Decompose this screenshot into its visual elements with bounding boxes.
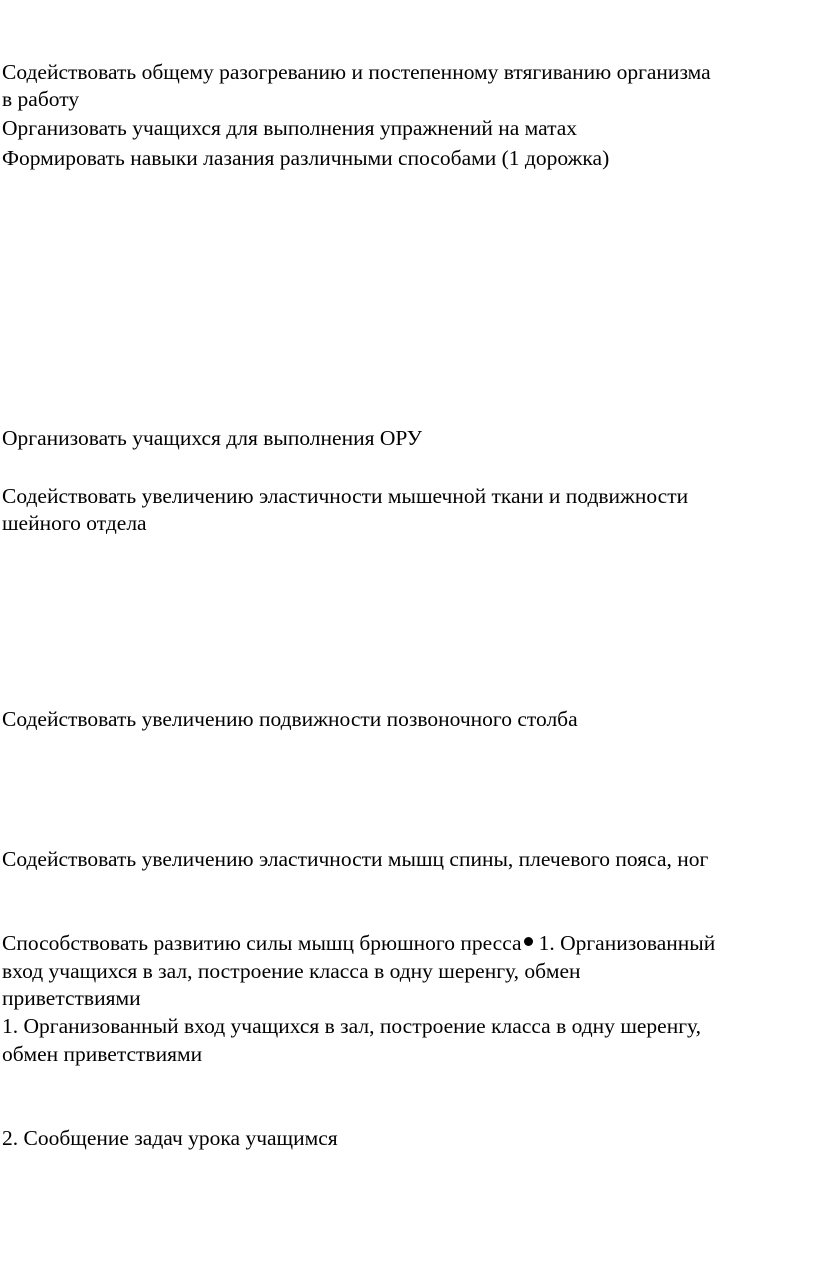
text-line-10 [2, 930, 715, 956]
text-line-4: Формировать навыки лазания различными способами (1 дорожка) [2, 146, 610, 170]
text-line-10-part-2: 1. Организованный [538, 931, 716, 955]
text-line-5: Организовать учащихся для выполнения ОРУ [2, 426, 423, 450]
text-line-14: обмен приветствиями [2, 1042, 203, 1066]
text-line-13: 1. Организованный вход учащихся в зал, построение класса в одну шеренгу, [2, 1014, 702, 1038]
text-line-8: Содействовать увеличению подвижности позвоночного столба [2, 707, 578, 731]
text-line-7: шейного отдела [2, 511, 147, 535]
text-line-12: приветствиями [2, 986, 141, 1010]
text-line-3: Организовать учащихся для выполнения упражнений на матах [2, 116, 578, 140]
text-line-6: Содействовать увеличению эластичности мышечной ткани и подвижности [2, 484, 689, 508]
text-line-15: 2. Сообщение задач урока учащимся [2, 1126, 338, 1150]
text-line-11: вход учащихся в зал, построение класса в одну шеренгу, обмен [2, 959, 581, 983]
text-line-2: в работу [2, 87, 80, 111]
text-line-10-part-1: Способствовать развитию силы мышц брюшного пресса [2, 931, 522, 955]
text-line-1: Содействовать общему разогреванию и постепенному втягиванию организма [2, 60, 711, 84]
text-line-9: Содействовать увеличению эластичности мышц спины, плечевого пояса, ног [2, 847, 709, 871]
bullet-dot-icon [524, 937, 533, 946]
